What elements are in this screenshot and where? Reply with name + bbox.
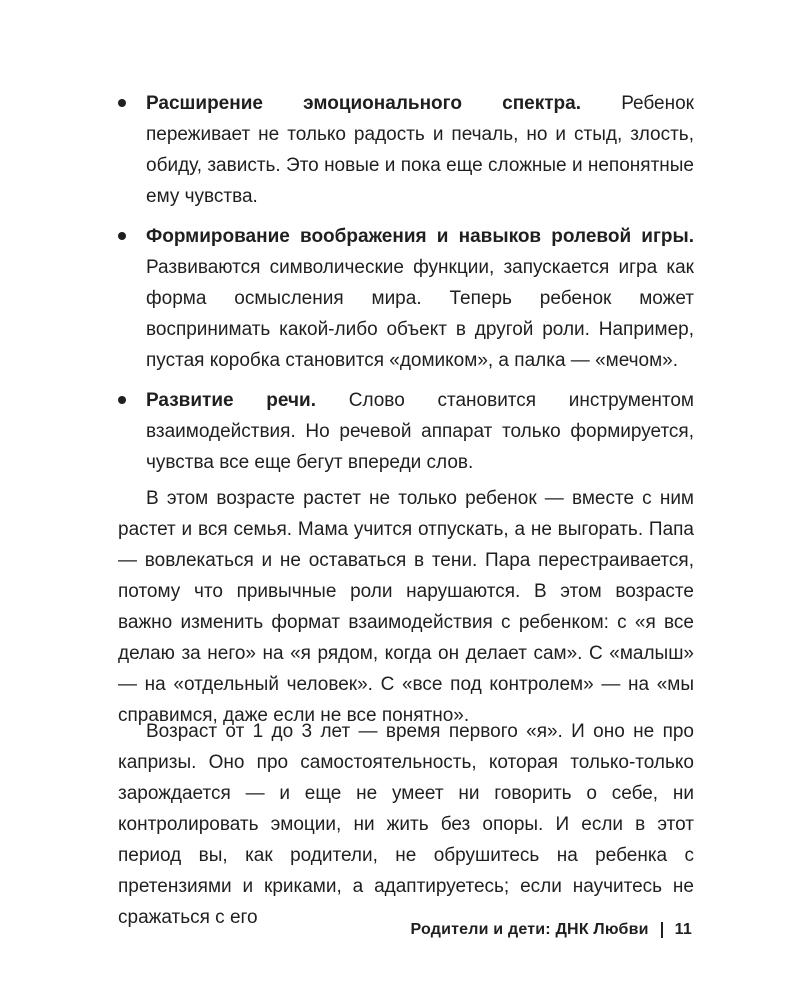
bullet-title: Расширение эмоционального спектра. [146, 93, 581, 114]
bullet-item [118, 221, 694, 376]
bullet-item [118, 88, 694, 212]
bullet-text: Слово становится инструментом взаимодействия. Но речевой аппарат только формируется, чувства все еще бегут впереди слов. [146, 390, 694, 473]
body-paragraph: В этом возрасте растет не только ребенок — вместе с ним растет и вся семья. Мама учится отпускать, а не выгорать. Папа — вовлекаться и не оставаться в тени. Пара перестраивается, потому что привычные роли нарушаются. В этом возрасте важно изменить формат взаимодействия с ребенком: с «я все делаю за него» на «я рядом, когда он делает сам». С «малыш» — на «отдельный человек». С «все под контролем» — на «мы справимся, даже если не все понятно». [118, 488, 694, 726]
bullet-dot-icon [118, 232, 126, 240]
bullet-title: Формирование воображения и навыков ролевой игры. [146, 226, 694, 247]
book-title: Родители и дети: ДНК Любви [410, 921, 649, 938]
body-paragraph: Возраст от 1 до 3 лет — время первого «я». И оно не про капризы. Оно про самостоятельность, которая только-только зарождается — и еще не умеет ни говорить о себе, ни контролировать эмоции, ни жить без опоры. И если в этот период вы, как родители, не обрушитесь на ребенка с претензиями и криками, а адаптируетесь; если научитесь не сражаться с его [118, 721, 694, 928]
page-footer [410, 921, 692, 939]
footer-divider [661, 922, 663, 938]
bullet-item [118, 385, 694, 478]
bullet-dot-icon [118, 99, 126, 107]
bullet-list [118, 88, 694, 487]
bullet-dot-icon [118, 396, 126, 404]
bullet-title: Развитие речи. [146, 390, 316, 411]
page-number: 11 [674, 921, 692, 938]
bullet-text: Развиваются символические функции, запускается игра как форма осмысления мира. Теперь ребенок может воспринимать какой-либо объект в другой роли. Например, пустая коробка становится «домиком», а палка — «мечом». [146, 257, 694, 371]
bullet-text: Ребенок переживает не только радость и печаль, но и стыд, злость, обиду, зависть. Это новые и пока еще сложные и непонятные ему чувства. [146, 93, 694, 207]
